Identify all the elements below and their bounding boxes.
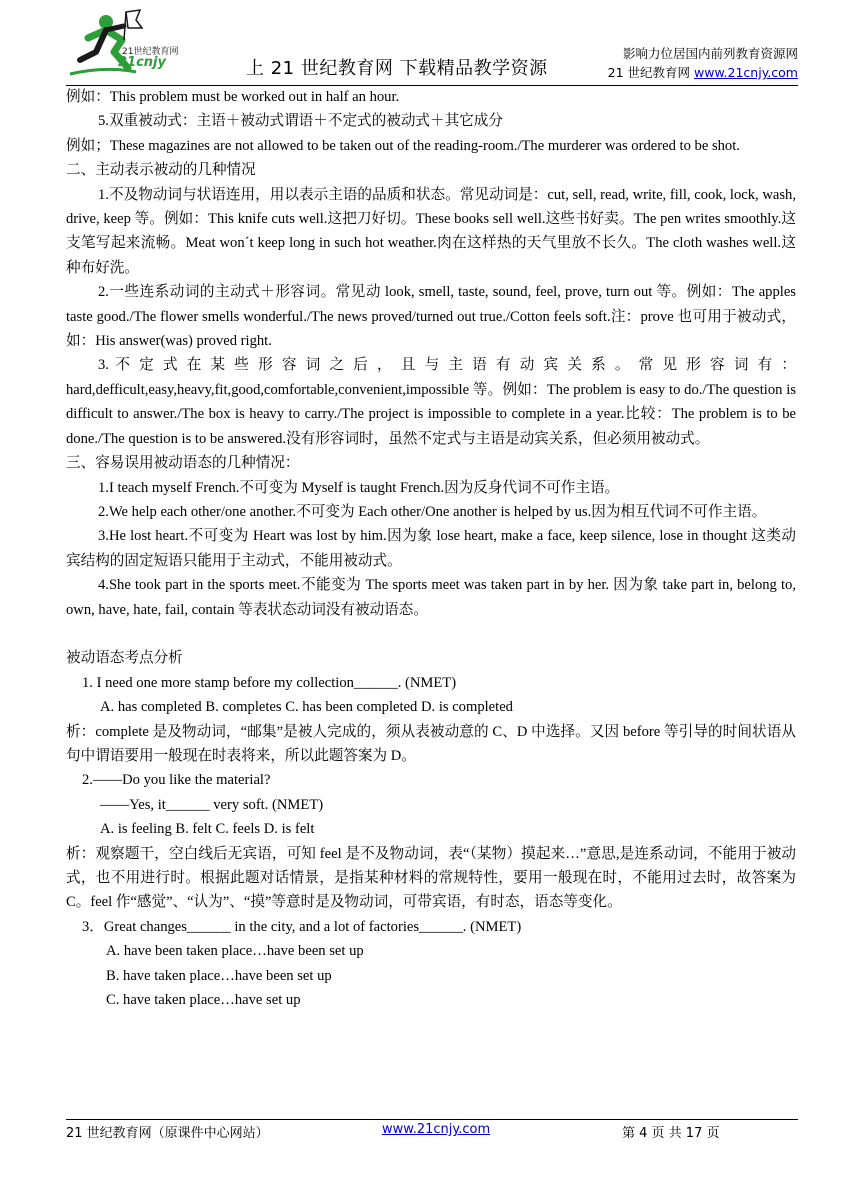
footer-site-name: 21 世纪教育网（原课件中心网站）: [66, 1126, 269, 1141]
question-2-analysis: 析：观察题干，空白线后无宾语，可知 feel 是不及物动词，表“（某物）摸起来…”意思,是连系动词，不能用于被动式，也不用进行时。根据此题对话情景，是指某种材料的常规特性，要用一般现在时，不能用过去时，故答案为 C。feel 作“感觉”、“认为”、“摸”等意时是及物动词，可带宾语，有时态，语态等变化。: [66, 845, 796, 911]
header-site-link[interactable]: www.21cnjy.com: [694, 65, 798, 80]
logo-subtext: 21cnjy: [118, 55, 166, 70]
question-2-reply: ——Yes, it______ very soft. (NMET): [100, 796, 324, 813]
footer-site-link[interactable]: www.21cnjy.com: [382, 1122, 491, 1137]
site-note-line1: 影响力位居国内前列教育资源网: [622, 46, 798, 61]
site-note-line2: [608, 63, 798, 82]
blank-line: [66, 622, 796, 646]
body-line-1: 例如：This problem must be worked out in half an hour.: [66, 89, 400, 105]
body-line-2: 5.双重被动式：主语＋被动式谓语＋不定式的被动式＋其它成分: [98, 113, 503, 130]
question-2: 2.——Do you like the material?: [82, 772, 271, 789]
question-3-option-c: C. have taken place…have set up: [106, 992, 301, 1009]
site-slogan: 上 21 世纪教育网 下载精品教学资源: [246, 58, 548, 79]
question-3-option-b: B. have taken place…have been set up: [106, 967, 332, 984]
logo-text: 21世纪教育网: [122, 47, 179, 57]
site-logo: [66, 8, 190, 78]
section-heading-2: 二、主动表示被动的几种情况: [66, 162, 256, 179]
body-line-12: 4.She took part in the sports meet.不能变为 The sports meet was taken part in by her. 因为象 take part in, belong to, own, have, hate, fail, contain 等表状态动词没有被动语态。: [66, 577, 796, 618]
section-heading-3: 三、容易误用被动语态的几种情况：: [66, 455, 300, 472]
question-3-option-a: A. have been taken place…have been set up: [106, 943, 364, 960]
body-line-9: 1.I teach myself French.不可变为 Myself is taught French.因为反身代词不可作主语。: [98, 479, 620, 496]
footer-divider: [66, 1119, 798, 1120]
question-2-options: A. is feeling B. felt C. feels D. is felt: [100, 821, 315, 838]
body-line-3: 例如；These magazines are not allowed to be taken out of the reading-room./The murderer was ordered to be shot.: [66, 137, 740, 154]
page-number: 第 4 页 共 17 页: [622, 1126, 720, 1141]
document-body: [66, 85, 796, 1012]
site-note: [608, 44, 798, 82]
analysis-heading: 被动语态考点分析: [66, 650, 183, 667]
body-line-11: 3.He lost heart.不可变为 Heart was lost by him.因为象 lose heart, make a face, keep silence, lose in thought 这类动宾结构的固定短语只能用于主动式，不能用被动式。: [66, 528, 796, 569]
site-note-prefix: 21 世纪教育网: [607, 65, 691, 80]
question-1-analysis: 析：complete 是及物动词，“邮集”是被人完成的，须从表被动意的 C、D 中选择。又因 before 等引导的时间状语从句中谓语要用一般现在时表将来，所以此题答案为 D。: [66, 723, 796, 764]
question-1: 1. I need one more stamp before my collection______. (NMET): [82, 674, 457, 691]
body-line-5: 1.不及物动词与状语连用，用以表示主语的品质和状态。常见动词是：cut, sell, read, write, fill, cook, lock, wash, drive, keep 等。例如：This knife cuts well.这把刀好切。These books sell well.这些书好卖。The pen writes smoothly.这支笔写起来流畅。Meat won´t keep long in such hot weather.肉在这样热的天气里放不长久。The cloth washes well.这种布好洗。: [66, 186, 796, 276]
question-1-options: A. has completed B. completes C. has been completed D. is completed: [100, 699, 513, 716]
question-3: 3．Great changes______ in the city, and a lot of factories______. (NMET): [82, 918, 522, 935]
body-line-10: 2.We help each other/one another.不可变为 Each other/One another is helped by us.因为相互代词不可作主语。: [98, 503, 767, 520]
body-line-6: 2.一些连系动词的主动式＋形容词。常见动 look, smell, taste, sound, feel, prove, turn out 等。例如：The apples taste good./The flower smells wonderful./The news proved/turned out true./Cotton feels soft.注：prove 也可用于被动式，如：His answer(was) proved right.: [66, 284, 796, 350]
body-line-7: 3. 不 定 式 在 某 些 形 容 词 之 后 ， 且 与 主 语 有 动 宾 关 系 。 常 见 形 容 词 有 ：hard,defficult,easy,heavy,fit,good,comfortable,convenient,impossible 等。例如：The problem is easy to do./The question is difficult to answer./The box is heavy to carry./The project is impossible to complete in a year.比较：The problem is to be done./The question is to be answered.没有形容词时，虽然不定式与主语是动宾关系，但必须用被动式。: [66, 357, 796, 447]
page-header: [66, 8, 798, 84]
